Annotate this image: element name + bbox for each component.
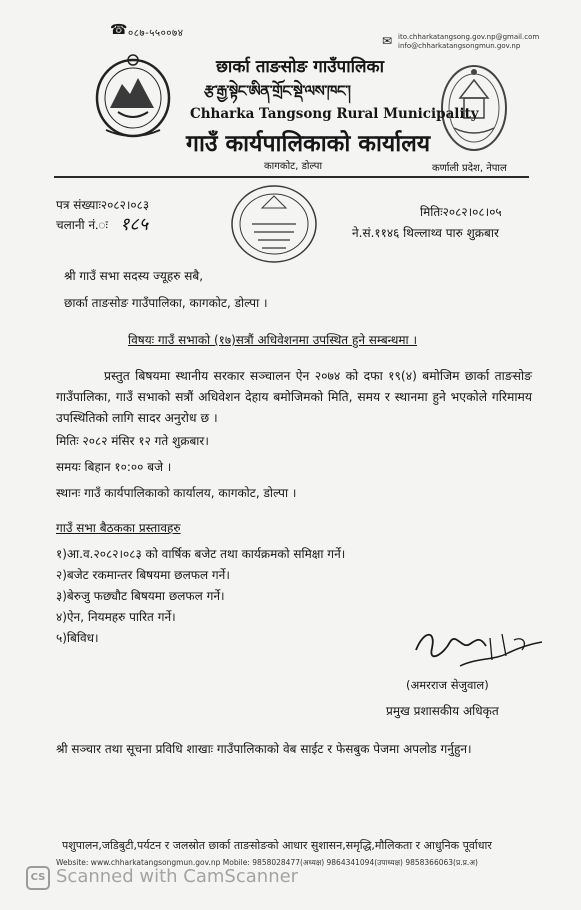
proposal-item: ५)बिविध। <box>56 631 99 645</box>
camscanner-logo: CS <box>26 866 50 890</box>
office-location: कागकोट, डोल्पा <box>264 161 323 172</box>
municipality-name-nepali: छार्का ताङसोङ गाउँपालिका <box>216 57 384 77</box>
office-stamp <box>226 180 322 268</box>
recipient-line-2: छार्का ताङसोङ गाउँपालिका, कागकोट, डोल्पा । <box>64 296 268 310</box>
meeting-venue: स्थानः गाउँ कार्यपालिकाको कार्यालय, कागकोट, डोल्पा । <box>56 486 297 500</box>
reference-number: पत्र संख्याः२०८२।०८३ <box>56 198 150 212</box>
email-1: ito.chharkatangsong.gov.np@gmail.com <box>398 33 540 41</box>
proposals-title: गाउँ सभा बैठकका प्रस्तावहरु <box>56 521 181 535</box>
signer-name: (अमरराज सेजुवाल) <box>406 678 489 692</box>
email-2: info@chharkatangsongmun.gov.np <box>398 42 521 50</box>
footer-slogan: पशुपालन,जडिबुटी,पर्यटन र जलस्रोत छार्का ताङसोङको आधार सुशासन,समृद्धि,मौलिकता र आधुनिक पूर्वाधार <box>62 839 492 852</box>
meeting-date: मितिः २०८२ मंसिर १२ गते शुक्रबार। <box>56 434 209 448</box>
footer-contact: Website: www.chharkatangsongmun.gov.np Mobile: 9858028477(अध्यक्ष) 9864341094(उपाध्यक्ष) 9858366063(प्र.प्र.अ) <box>56 858 478 867</box>
nepal-emblem-logo <box>92 50 174 140</box>
recipient-line-1: श्री गाउँ सभा सदस्य ज्यूहरु सबै, <box>64 269 204 283</box>
telephone-icon: ☎ <box>110 22 128 38</box>
proposal-item: ४)ऐन, नियमहरु पारित गर्ने। <box>56 610 176 624</box>
proposal-item: १)आ.व.२०८२।०८३ को वार्षिक बजेट तथा कार्यक्रमको समिक्षा गर्ने। <box>56 547 346 561</box>
letter-body: प्रस्तुत बिषयमा स्थानीय सरकार सञ्चालन ऐन २०७४ को दफा १९(४) बमोजिम छार्का ताङसोङ गाउँपालिका, गाउँ सभाको सत्रौं अधिवेशन देहाय बमोजिमको मिति, समय र स्थानमा हुने भएकोले गरिमामय उपस्थितिको लागि सादर अनुरोध छ । <box>56 369 532 425</box>
distribution-note: श्री सञ्चार तथा सूचना प्रविधि शाखाः गाउँपालिकाको वेब साईट र फेसबुक पेजमा अपलोड गर्नुहुन। <box>56 742 472 756</box>
nepal-sambat-date: ने.सं.११४६ थिल्लाथ्व पारु शुक्रबार <box>352 226 499 240</box>
signer-designation: प्रमुख प्रशासकीय अधिकृत <box>386 704 499 718</box>
handwritten-signature <box>410 620 550 678</box>
dispatch-label: चलानी नं.ः <box>56 218 108 232</box>
camscanner-watermark: Scanned with CamScanner <box>56 866 299 887</box>
province-label: कर्णाली प्रदेश, नेपाल <box>432 163 507 174</box>
dispatch-number: १८५ <box>120 214 149 235</box>
letter-date: मितिः२०८२।०८।०५ <box>420 205 502 219</box>
email-addresses <box>398 33 539 51</box>
municipality-name-tibetan: རྩ་རྒྱ་སྟེང་ཨིན་གྲོང་སྡེ་ལས་ཁང་། <box>204 82 351 100</box>
header-divider <box>54 176 529 178</box>
proposal-item: ३)बेरुजु फछ्यौट बिषयमा छलफल गर्ने। <box>56 589 225 603</box>
office-title: गाउँ कार्यपालिकाको कार्यालय <box>186 131 431 157</box>
letter-subject: विषयः गाउँ सभाको (१७)सत्रौं अधिवेशनमा उपस्थित हुने सम्बन्धमा । <box>128 333 418 347</box>
phone-number: ०८७-५५००७४ <box>128 28 184 39</box>
envelope-icon: ✉ <box>382 34 393 48</box>
proposal-item: २)बजेट रकमान्तर बिषयमा छलफल गर्ने। <box>56 568 230 582</box>
meeting-time: समयः बिहान १०:०० बजे । <box>56 460 172 474</box>
municipality-name-english: Chharka Tangsong Rural Municipality <box>190 106 479 122</box>
